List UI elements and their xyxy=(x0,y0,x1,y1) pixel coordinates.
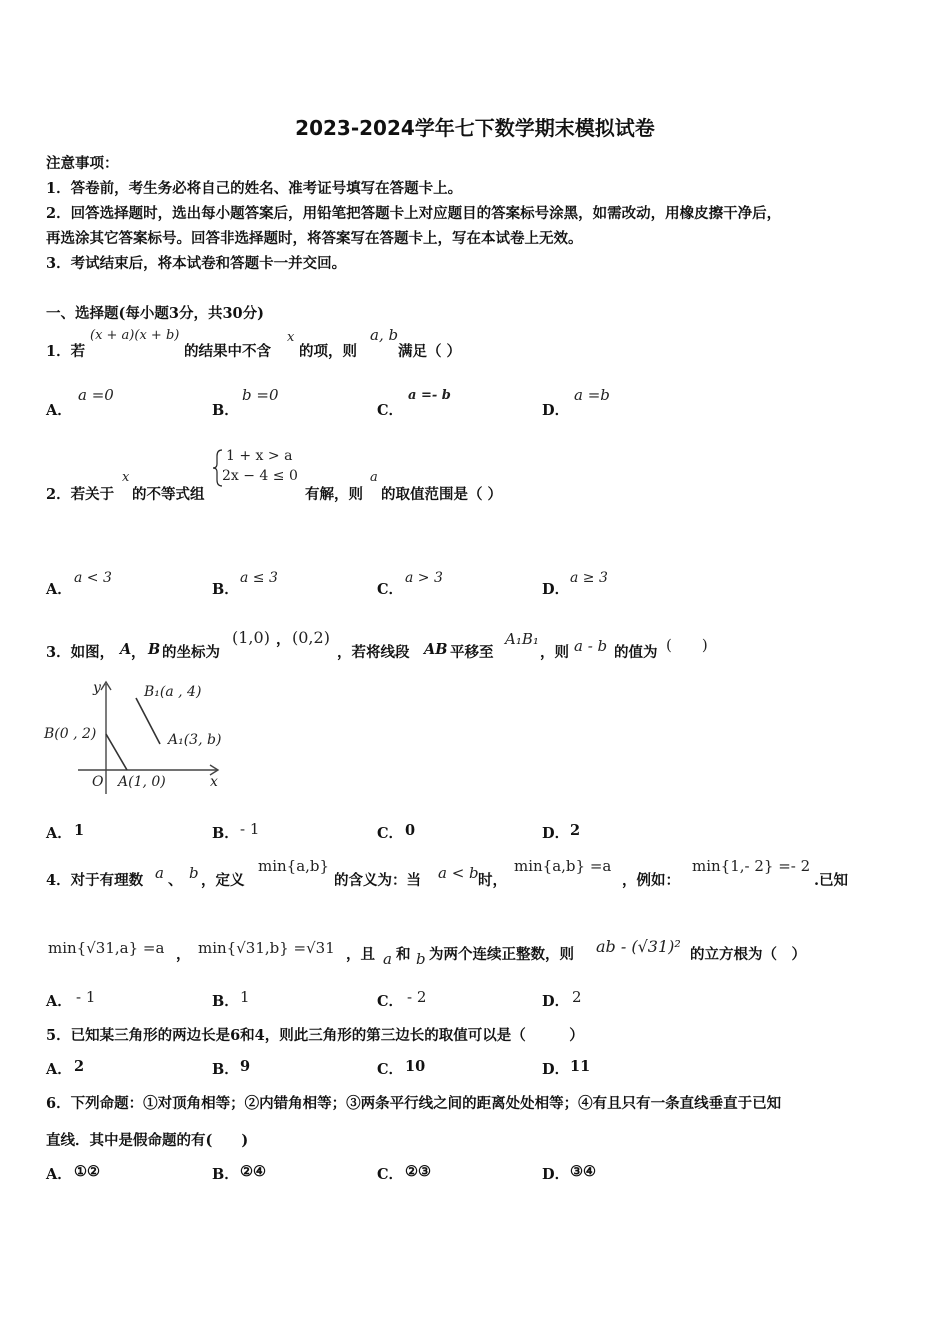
segment-ab xyxy=(106,734,127,770)
q2-variable-a: a xyxy=(370,470,378,485)
q4-option-a-value: - 1 xyxy=(76,988,96,1006)
question-6-cont: 直线．其中是假命题的有( ) xyxy=(46,1132,249,1149)
q5-option-b-value: 9 xyxy=(240,1058,251,1075)
notice-item-2-cont: 再选涂其它答案标号。回答非选择题时，将答案写在答题卡上，写在本试卷上无效。 xyxy=(46,230,583,247)
q4-option-d-label[interactable]: D． xyxy=(542,993,570,1010)
q6-option-c-value: ②③ xyxy=(405,1163,431,1180)
q2-option-d-label[interactable]: D． xyxy=(542,581,570,598)
q4-example: min{1,- 2} =- 2 xyxy=(692,857,811,875)
q2-option-a-value: a < 3 xyxy=(74,570,112,586)
notice-item-3: 3．考试结束后，将本试卷和答题卡一并交回。 xyxy=(46,255,347,272)
q2-ineq-2: 2x − 4 ≤ 0 xyxy=(222,468,298,484)
q3-option-a-label[interactable]: A． xyxy=(46,825,72,842)
q2-option-b-value: a ≤ 3 xyxy=(240,570,278,586)
y-axis-label: y xyxy=(93,680,101,696)
q4-result: min{a,b} =a xyxy=(514,857,612,875)
q3-option-c-value: 0 xyxy=(405,822,416,839)
q3-option-d-label[interactable]: D． xyxy=(542,825,570,842)
q1-text: 1．若 xyxy=(46,343,86,360)
notice-heading: 注意事项： xyxy=(46,155,119,172)
q6-option-a-value: ①② xyxy=(74,1163,100,1180)
q1-text: 的项，则 xyxy=(299,343,357,360)
q1-option-c-value: a =- b xyxy=(408,388,451,403)
q1-option-a-value: a =0 xyxy=(78,386,114,404)
q1-option-b-label[interactable]: B． xyxy=(212,402,239,419)
q3-option-d-value: 2 xyxy=(570,822,581,839)
q2-option-c-value: a > 3 xyxy=(405,570,443,586)
q6-option-a-label[interactable]: A． xyxy=(46,1166,72,1183)
q2-option-b-label[interactable]: B． xyxy=(212,581,239,598)
q2-text: 的不等式组 xyxy=(132,486,205,503)
q4-option-a-label[interactable]: A． xyxy=(46,993,72,1010)
q1-variables: a, b xyxy=(370,326,399,344)
q4-text: 4．对于有理数 xyxy=(46,872,144,889)
q3-segment-moved: A₁B₁ xyxy=(505,630,539,648)
q1-option-c-label[interactable]: C． xyxy=(377,402,404,419)
q4-text: ， xyxy=(176,946,191,963)
q3-segment: AB xyxy=(424,641,448,658)
q3-option-b-label[interactable]: B． xyxy=(212,825,239,842)
q3-answer-paren: ( ) xyxy=(666,636,708,654)
q6-option-b-value: ②④ xyxy=(240,1163,266,1180)
q4-option-b-label[interactable]: B． xyxy=(212,993,239,1010)
q2-option-d-value: a ≥ 3 xyxy=(570,570,608,586)
q3-text: 的坐标为 xyxy=(162,644,220,661)
q4-var-b: b xyxy=(189,864,199,882)
q3-option-a-value: 1 xyxy=(74,822,85,839)
q1-text: 的结果中不含 xyxy=(184,343,271,360)
question-6: 6．下列命题：①对顶角相等；②内错角相等；③两条平行线之间的距离处处相等；④有且只有一条直线垂直于已知 xyxy=(46,1095,782,1112)
q3-option-c-label[interactable]: C． xyxy=(377,825,404,842)
q4-var-a: a xyxy=(155,864,164,882)
page-title: 2023-2024学年七下数学期末模拟试卷 xyxy=(295,116,655,140)
q5-option-b-label[interactable]: B． xyxy=(212,1061,239,1078)
q3-text: 3．如图， xyxy=(46,644,115,661)
q4-text: .已知 xyxy=(814,872,849,889)
q4-text: ，例如： xyxy=(622,872,680,889)
point-a1-label: A₁(3, b) xyxy=(168,732,222,748)
origin-label: O xyxy=(92,774,104,790)
notice-item-2: 2．回答选择题时，选出每小题答案后，用铅笔把答题卡上对应题目的答案标号涂黑，如需改动，用橡皮擦干净后， xyxy=(46,205,782,222)
q5-option-d-value: 11 xyxy=(570,1058,591,1075)
q4-text: 的立方根为（ ） xyxy=(690,946,806,963)
q1-option-d-value: a =b xyxy=(574,386,610,404)
q1-option-b-value: b =0 xyxy=(242,386,279,404)
section-heading: 一、选择题(每小题3分，共30分) xyxy=(46,305,264,322)
q3-point-a: A xyxy=(120,641,132,658)
point-b1-label: B₁(a , 4) xyxy=(144,684,202,700)
q4-text: 和 xyxy=(396,946,411,963)
q3-coord-1: (1,0) xyxy=(232,628,270,647)
q4-text: ，定义 xyxy=(201,872,245,889)
q4-option-c-label[interactable]: C． xyxy=(377,993,404,1010)
q3-text: ，则 xyxy=(540,644,569,661)
q4-text: 、 xyxy=(168,872,183,889)
q5-option-a-label[interactable]: A． xyxy=(46,1061,72,1078)
point-b-label: B(0 , 2) xyxy=(44,726,97,742)
q4-condition: a < b xyxy=(438,864,479,882)
q3-text: 的值为 xyxy=(614,644,658,661)
q4-var-a: a xyxy=(383,950,392,968)
q4-definition: min{a,b} xyxy=(258,857,330,875)
q3-text: ，若将线段 xyxy=(337,644,410,661)
q4-var-b: b xyxy=(416,950,426,968)
question-5: 5．已知某三角形的两边长是6和4，则此三角形的第三边长的取值可以是（ ） xyxy=(46,1027,584,1044)
point-a-label: A(1, 0) xyxy=(118,774,166,790)
q2-option-c-label[interactable]: C． xyxy=(377,581,404,598)
q4-given-a: min{√31,a} =a xyxy=(48,939,165,957)
q4-option-d-value: 2 xyxy=(572,988,582,1006)
q4-text: 时， xyxy=(478,872,507,889)
q1-expression: (x + a)(x + b) xyxy=(90,328,180,343)
q3-coordinate-graph xyxy=(40,676,230,798)
q2-option-a-label[interactable]: A． xyxy=(46,581,72,598)
q2-text: 的取值范围是（ ） xyxy=(381,486,503,503)
q4-text: 为两个连续正整数，则 xyxy=(429,946,574,963)
q2-text: 2．若关于 xyxy=(46,486,115,503)
q5-option-c-label[interactable]: C． xyxy=(377,1061,404,1078)
notice-item-1: 1．答卷前，考生务必将自己的姓名、准考证号填写在答题卡上。 xyxy=(46,180,463,197)
q6-option-c-label[interactable]: C． xyxy=(377,1166,404,1183)
q2-text: 有解，则 xyxy=(305,486,363,503)
q4-option-b-value: 1 xyxy=(240,988,250,1006)
q6-option-d-label[interactable]: D． xyxy=(542,1166,570,1183)
q2-ineq-1: 1 + x > a xyxy=(226,448,293,464)
q3-coord-2: (0,2) xyxy=(292,628,330,647)
q4-expression: ab - (√31)² xyxy=(596,937,681,956)
q3-expression: a - b xyxy=(574,637,608,655)
q6-option-b-label[interactable]: B． xyxy=(212,1166,239,1183)
x-axis-label: x xyxy=(210,774,218,790)
q1-option-d-label[interactable]: D． xyxy=(542,402,570,419)
q5-option-a-value: 2 xyxy=(74,1058,85,1075)
q3-text: ， xyxy=(276,631,291,648)
q1-variable: x xyxy=(287,330,295,345)
q4-option-c-value: - 2 xyxy=(407,988,427,1006)
q1-option-a-label[interactable]: A． xyxy=(46,402,72,419)
q3-text: ， xyxy=(131,644,146,661)
q4-given-b: min{√31,b} =√31 xyxy=(198,939,335,957)
q5-option-d-label[interactable]: D． xyxy=(542,1061,570,1078)
q3-point-b: B xyxy=(148,641,161,658)
q4-text: 的含义为：当 xyxy=(334,872,421,889)
q2-variable: x xyxy=(122,470,130,485)
segment-a1b1 xyxy=(136,698,160,744)
q4-text: ，且 xyxy=(346,946,375,963)
q6-option-d-value: ③④ xyxy=(570,1163,596,1180)
q1-text: 满足（ ） xyxy=(398,343,462,360)
q5-option-c-value: 10 xyxy=(405,1058,426,1075)
q3-option-b-value: - 1 xyxy=(240,820,260,838)
q3-text: 平移至 xyxy=(450,644,494,661)
